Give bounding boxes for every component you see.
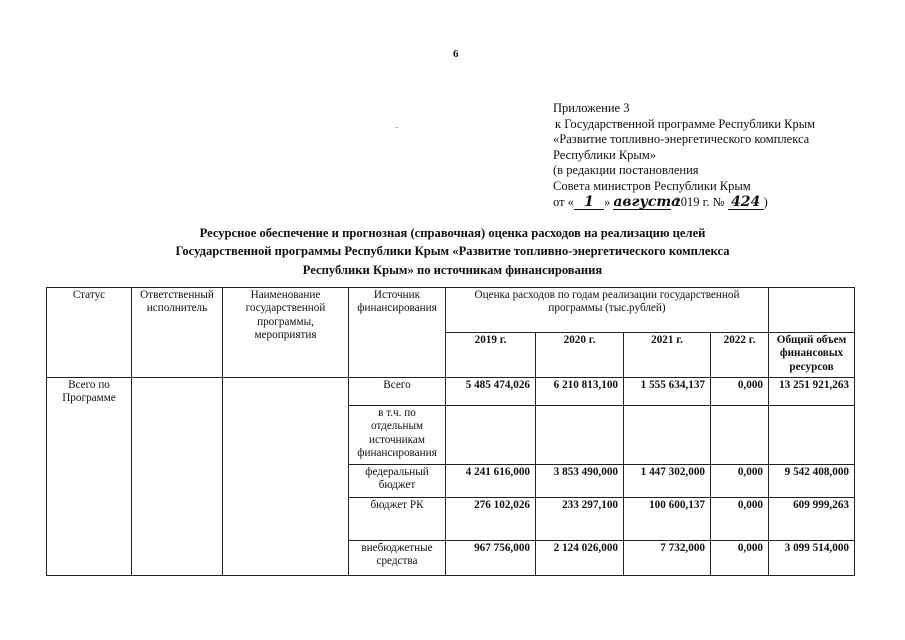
source-cell: в т.ч. по отдельным источникам финансирования	[349, 406, 446, 465]
program-name-cell	[223, 378, 349, 576]
page-number: 6	[453, 48, 459, 60]
title-line-3: Республики Крым» по источникам финансирования	[302, 262, 603, 277]
date-prefix: от «	[553, 194, 574, 209]
value-cell: 6 210 813,100	[536, 378, 624, 406]
appendix-date-line	[553, 195, 815, 211]
header-year-2021: 2021 г.	[624, 333, 711, 378]
handwritten-day: 1	[574, 196, 604, 210]
value-cell: 276 102,026	[446, 498, 536, 541]
value-cell: 2 124 026,000	[536, 541, 624, 576]
source-cell: федеральный бюджет	[349, 465, 446, 498]
status-cell: Всего по Программе	[47, 378, 132, 576]
value-cell: 0,000	[711, 378, 769, 406]
header-total-blank	[769, 288, 855, 333]
value-cell: 1 447 302,000	[624, 465, 711, 498]
value-cell: 9 542 408,000	[769, 465, 855, 498]
value-cell: 233 297,100	[536, 498, 624, 541]
appendix-line-6: Совета министров Республики Крым	[553, 178, 751, 193]
budget-table	[46, 287, 855, 576]
value-cell	[446, 406, 536, 465]
header-year-2020: 2020 г.	[536, 333, 624, 378]
value-cell: 0,000	[711, 465, 769, 498]
value-cell: 7 732,000	[624, 541, 711, 576]
value-cell: 13 251 921,263	[769, 378, 855, 406]
handwritten-number: 424	[728, 196, 764, 210]
value-cell: 0,000	[711, 541, 769, 576]
header-row-1	[47, 288, 855, 333]
source-cell: бюджет РК	[349, 498, 446, 541]
appendix-line-2: к Государственной программе Республики Крым	[555, 116, 816, 131]
appendix-line-3: «Развитие топливно-энергетического комплекса	[553, 132, 810, 147]
header-program-name: Наименование государственной программы, мероприятия	[223, 288, 349, 378]
source-cell: внебюджетные средства	[349, 541, 446, 576]
value-cell: 5 485 474,026	[446, 378, 536, 406]
value-cell: 1 555 634,137	[624, 378, 711, 406]
value-cell: 0,000	[711, 498, 769, 541]
date-mid: »	[603, 194, 611, 209]
appendix-line-1: Приложение 3	[553, 101, 630, 115]
appendix-block	[553, 101, 815, 210]
header-responsible: Ответственный исполнитель	[132, 288, 223, 378]
table-row	[47, 378, 855, 406]
source-cell: Всего	[349, 378, 446, 406]
value-cell: 100 600,137	[624, 498, 711, 541]
header-source: Источник финансирования	[349, 288, 446, 378]
appendix-line-5: (в редакции постановления	[553, 163, 699, 178]
title-line-2: Государственной программы Республики Крым «Развитие топливно-энергетического комплекса	[175, 244, 730, 259]
header-status: Статус	[47, 288, 132, 378]
document-title	[100, 224, 805, 279]
header-year-2019: 2019 г.	[446, 333, 536, 378]
date-suffix: )	[763, 194, 768, 209]
appendix-line-4: Республики Крым»	[553, 147, 656, 162]
header-total: Общий объем финансовых ресурсов	[769, 333, 855, 378]
value-cell	[624, 406, 711, 465]
responsible-cell	[132, 378, 223, 576]
value-cell: 3 853 490,000	[536, 465, 624, 498]
value-cell: 4 241 616,000	[446, 465, 536, 498]
value-cell	[536, 406, 624, 465]
year-text: 2019 г. №	[674, 194, 725, 209]
value-cell: 609 999,263	[769, 498, 855, 541]
value-cell: 3 099 514,000	[769, 541, 855, 576]
header-year-2022: 2022 г.	[711, 333, 769, 378]
header-estimate: Оценка расходов по годам реализации государственной программы (тыс.рублей)	[446, 288, 769, 333]
handwritten-month: августа	[613, 193, 681, 210]
value-cell	[711, 406, 769, 465]
value-cell: 967 756,000	[446, 541, 536, 576]
scan-artifact	[395, 127, 398, 128]
title-line-1: Ресурсное обеспечение и прогнозная (справочная) оценка расходов на реализацию целей	[199, 226, 706, 240]
value-cell	[769, 406, 855, 465]
